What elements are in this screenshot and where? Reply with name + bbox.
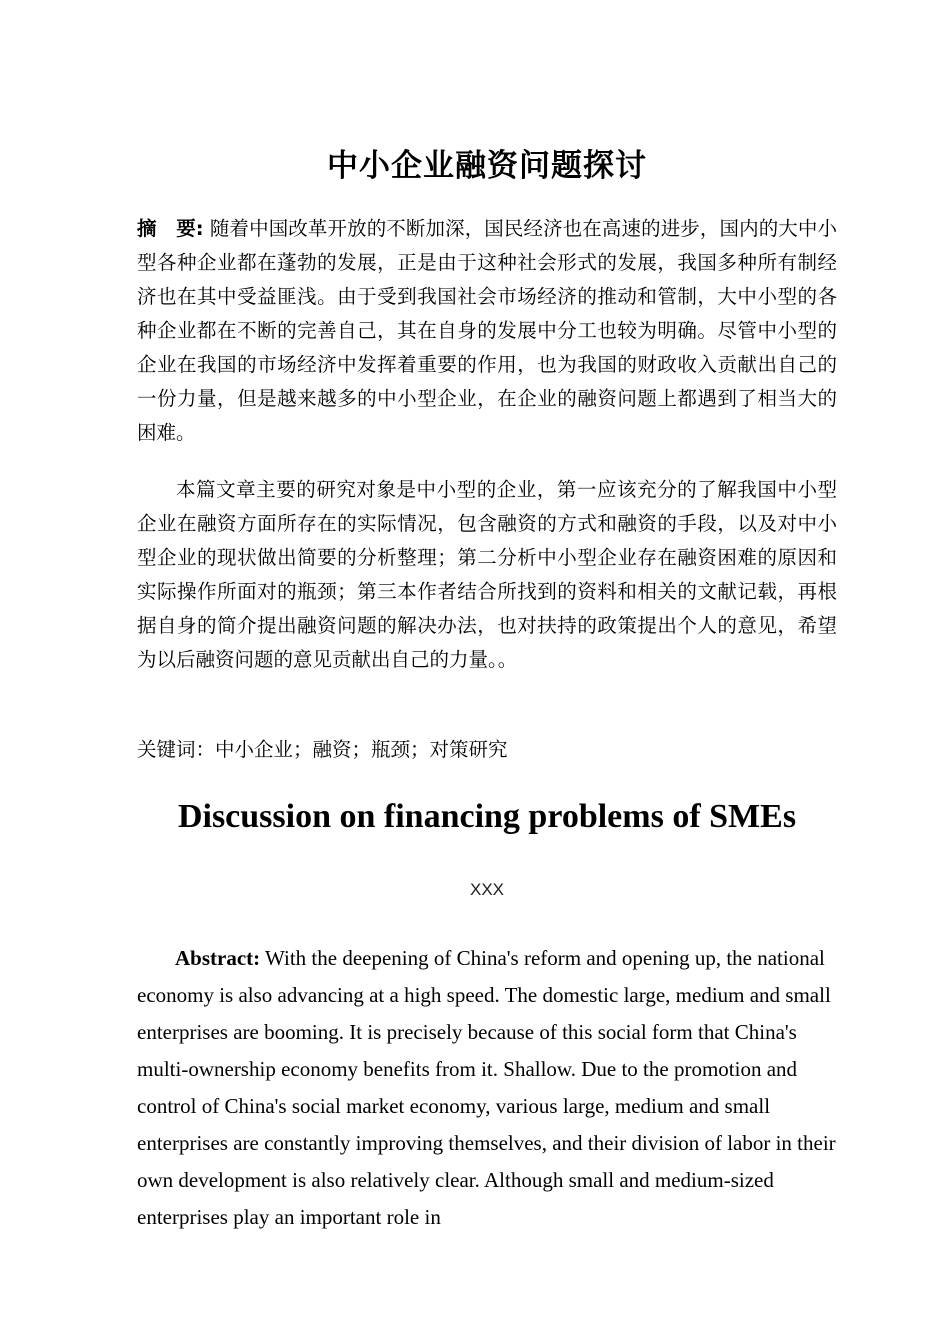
english-abstract bbox=[137, 940, 847, 1236]
english-abstract-label: Abstract: bbox=[175, 946, 261, 970]
chinese-abstract bbox=[137, 212, 837, 450]
chinese-study-paragraph: 本篇文章主要的研究对象是中小型的企业，第一应该充分的了解我国中小型企业在融资方面所存在的实际情况，包含融资的方式和融资的手段，以及对中小型企业的现状做出简要的分析整理；第二分析中小型企业存在融资困难的原因和实际操作所面对的瓶颈；第三本作者结合所找到的资料和相关的文献记载，再根据自身的简介提出融资问题的解决办法，也对扶持的政策提出个人的意见，希望为以后融资问题的意见贡献出自己的力量。。 bbox=[137, 478, 837, 671]
chinese-keywords: 关键词：中小企业；融资；瓶颈；对策研究 bbox=[137, 738, 508, 761]
chinese-abstract-label: 摘 要: bbox=[137, 217, 204, 240]
author-name: XXX bbox=[469, 880, 505, 899]
chinese-title: 中小企业融资问题探讨 bbox=[327, 148, 647, 184]
english-title: Discussion on financing problems of SMEs bbox=[177, 798, 797, 835]
english-abstract-text: With the deepening of China's reform and opening up, the national economy is also advancing at a high speed. The domestic large, medium and small enterprises are booming. It is precisely because of this social form that China's multi-ownership economy benefits from it. Shallow. Due to the promotion and control of China's social market economy, various large, medium and small enterprises are constantly improving themselves, and their division of labor in their own development is also relatively clear. Although small and medium-sized enterprises play an important role in bbox=[137, 946, 836, 1229]
chinese-abstract-text: 随着中国改革开放的不断加深，国民经济也在高速的进步，国内的大中小型各种企业都在蓬勃的发展，正是由于这种社会形式的发展，我国多种所有制经济也在其中受益匪浅。由于受到我国社会市场经济的推动和管制，大中小型的各种企业都在不断的完善自己，其在自身的发展中分工也较为明确。尽管中小型的企业在我国的市场经济中发挥着重要的作用，也为我国的财政收入贡献出自己的一份力量，但是越来越多的中小型企业，在企业的融资问题上都遇到了相当大的困难。 bbox=[137, 217, 837, 444]
